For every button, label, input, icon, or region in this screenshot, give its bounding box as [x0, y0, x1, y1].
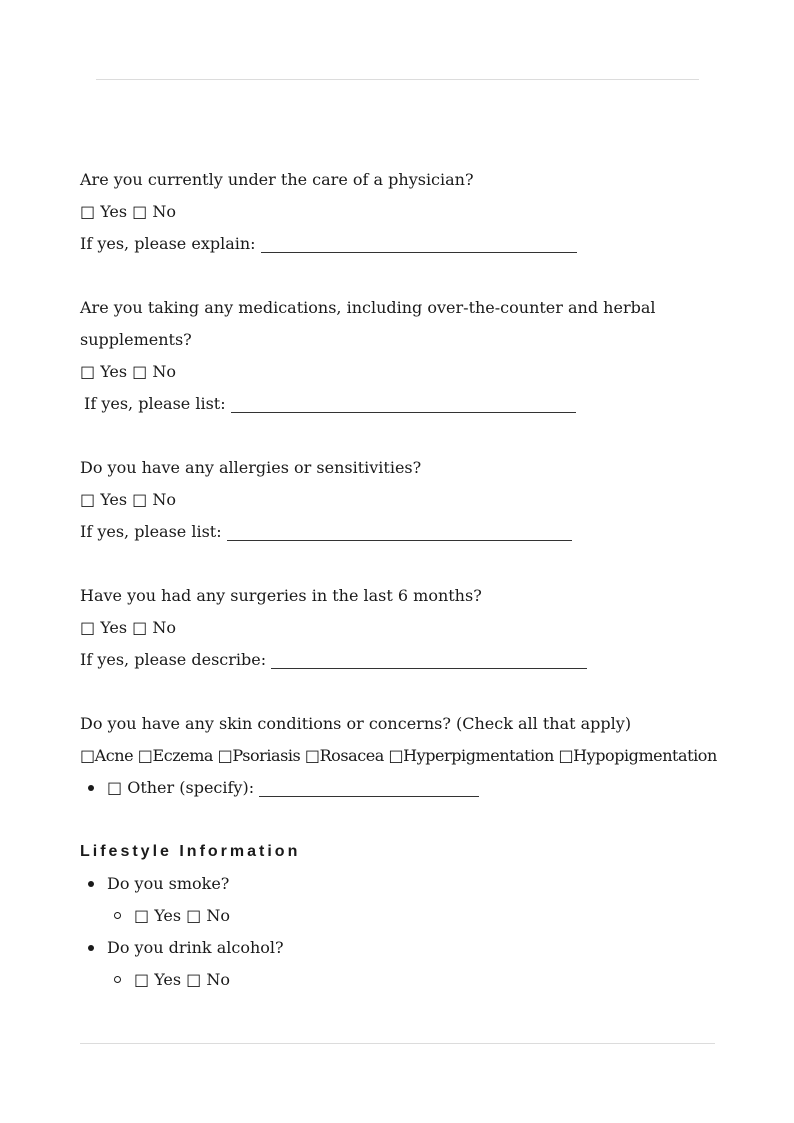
list-item	[80, 868, 720, 900]
followup-line	[80, 388, 720, 420]
question-text: Do you have any allergies or sensitivities?	[80, 458, 422, 477]
list-item	[80, 932, 720, 964]
yes-no-options[interactable]: □ Yes □ No	[134, 970, 230, 989]
question-medications	[80, 292, 720, 420]
followup-label: If yes, please list:	[80, 522, 227, 541]
yes-no-options[interactable]: □ Yes □ No	[134, 906, 230, 925]
answer-blank[interactable]	[271, 650, 587, 669]
question-text: Are you taking any medications, including over-the-counter and herbal supplements?	[80, 298, 656, 349]
question-skin-conditions	[80, 708, 720, 804]
question-text: Have you had any surgeries in the last 6 months?	[80, 586, 482, 605]
followup-label: If yes, please explain:	[80, 234, 261, 253]
other-label[interactable]: □ Other (specify):	[107, 778, 260, 797]
question-allergies	[80, 452, 720, 548]
question-physician	[80, 164, 720, 260]
other-answer-blank[interactable]	[259, 778, 479, 797]
bottom-divider	[80, 1043, 715, 1044]
list-item	[80, 900, 720, 932]
lifestyle-heading: Lifestyle Information	[80, 843, 301, 860]
followup-line	[80, 228, 720, 260]
list-item	[80, 964, 720, 996]
list-item	[80, 772, 720, 804]
yes-no-options[interactable]: □ Yes □ No	[80, 362, 176, 381]
yes-no-options[interactable]: □ Yes □ No	[80, 618, 176, 637]
yes-no-options[interactable]: □ Yes □ No	[80, 490, 176, 509]
top-divider	[96, 79, 699, 80]
skin-other-list	[80, 772, 720, 804]
lifestyle-question: Do you smoke?	[107, 874, 230, 893]
question-text: Are you currently under the care of a physician?	[80, 170, 474, 189]
yes-no-options[interactable]: □ Yes □ No	[80, 202, 176, 221]
question-surgeries	[80, 580, 720, 676]
answer-blank[interactable]	[261, 234, 577, 253]
answer-blank[interactable]	[231, 394, 576, 413]
form-content	[80, 164, 720, 996]
followup-label: If yes, please list:	[84, 394, 231, 413]
followup-line	[80, 516, 720, 548]
skin-condition-options[interactable]: □Acne □Eczema □Psoriasis □Rosacea □Hyperpigmentation □Hypopigmentation	[80, 746, 717, 765]
followup-line	[80, 644, 720, 676]
lifestyle-question: Do you drink alcohol?	[107, 938, 284, 957]
answer-blank[interactable]	[227, 522, 572, 541]
lifestyle-list	[80, 868, 720, 996]
question-text: Do you have any skin conditions or concerns? (Check all that apply)	[80, 714, 632, 733]
followup-label: If yes, please describe:	[80, 650, 272, 669]
